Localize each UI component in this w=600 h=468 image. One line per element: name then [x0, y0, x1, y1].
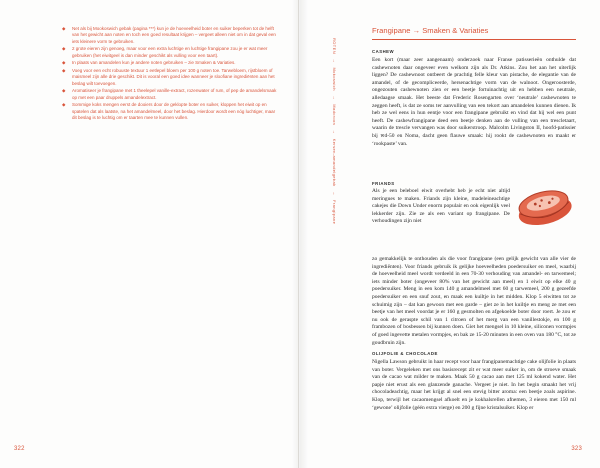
page-number-right: 323 [571, 446, 582, 452]
page-number-left: 322 [14, 446, 25, 452]
section-heading-olijfolie: OLIJFOLIE & CHOCOLADE [372, 351, 438, 356]
tips-list [62, 26, 280, 123]
page-title: Frangipane → Smaken & Variaties [372, 26, 489, 35]
running-head: ROTEN → Mokoswich → Madcroon → Kersen-amandelgebak → Frangipane [332, 38, 337, 225]
section-text-friands-intro: Als je een beleboel eiwit overhebt heb je echt niet altijd meringues te maken. Friands zijn kleine, madeleineachtige cakejes die Down Under enorm populair en ook eigenlijk veel lekkerder zijn. Zie ze als een variant op frangipane. De verhoudingen zijn niet [372, 188, 510, 225]
section-text-friands: zo gemakkelijk te onthouden als die voor frangipane (een gelijk gewicht van alle vier de ingrediënten). Voor friands gebruik ik gelijke hoeveelheden poedersuiker en meel, waarbij de hoeveelheid meel wordt verdeeld in een 70-30 verhouding van amandel- en tarwemeel; iets minder boter (ongeveer 80% van het gewicht aan meel) en 1 eiwit op elke 40 g poedersuiker. Meng in een kom 140 g amandelmeel met 60 g tarwemeel, 200 g gezeefde poedersuiker en een snuf zout, en maak een kuiltje in het midden. Klop 5 eiwitten tot ze schuimig zijn – dat kan gewoon met een garde – giet ze in het kuiltje en meng ze met een beetje van het meel voordat je er 160 g gesmolten en afgekoelde boter door roert. Je zou er nu ook de geraspte schil van 1 citroen of het merg van een vanillestokje, en 100 g frambozen of bosbessen bij kunnen doen. Giet het mengsel in 10 kleine, siliconen vormpjes of goed ingevette metalen vormpjes, en bak ze 15-20 minuten in een oven van 180 °C, tot ze goudbruin zijn. [372, 256, 576, 346]
section-heading-cashew: CASHEW [372, 49, 395, 54]
bullet-icon: ◆ [62, 102, 66, 108]
tip-item: ◆ Sommige koks mengen eerst de dooiers door de geklopte boter en suiker, kloppen het eiwit op en spatelen dat als laatste, na het amandelmeel, door het beslag. Hierdoor wordt een nóg luchtiger, maar dit beslag is te luchtig om er taarten mee te kunnen vullen. [62, 102, 276, 121]
gutter-shadow [292, 0, 308, 468]
section-text-olijfolie: Nigella Lawson gebruikt in haar recept voor haar frangipanemachtige cake olijfolie in plaats van boter. Vergeleken met ons basisrecept zit er wat meer suiker in, om de stroeve smaak van de cacao wat milder te maken. Maak 50 g cacao aan met 125 ml kokend water. Het papje niet erust als een glanzende ganache. Vergeet je niet. In het begin smaakt het vrij chocoladeachtig, maar het krijgt al snel een stevig bitter aroma: een beetje zoals aspirine. Klop, terwijl het cacaomengsel afkoelt en je kokhalsrellen afnemen, 3 eieren met 150 ml ‘gewone’ olijfolie (géén extra vierge) en 200 g fijne kristalsuiker. Klop er [372, 359, 576, 411]
left-page [0, 0, 299, 468]
bullet-icon: ◆ [62, 68, 66, 73]
bullet-icon: ◆ [62, 88, 66, 94]
tip-item: ◆ In plaats van amandelen kun je andere noten gebruiken – zie Smaken & Variaties. [62, 60, 236, 66]
section-heading-friands: FRIANDS [372, 181, 395, 186]
bullet-icon: ◆ [62, 46, 66, 52]
bullet-icon: ◆ [62, 60, 66, 66]
title-rule [372, 39, 576, 40]
tip-item: ◆ Voeg voor een echt robuuste textuur 1 eetlepel bloem per 100 g noten toe. Tarwebloem, rijstbloem of maismeel zijn alle drie geschikt. Dit is vooral een goed idee wanneer je sloofiane ingrediënten aan het beslag wilt toevoegen. [62, 68, 275, 86]
friand-cake-illustration-icon [510, 178, 578, 234]
bullet-icon: ◆ [62, 26, 66, 31]
tip-item: ◆ Aromatiseer je frangipane met 1 theelepel vanille-extract, rozenwater of rum, of pep de amandelsmaak op met een paar druppels amandelextract. [62, 88, 277, 100]
section-text-cashew: Een kort (maar zeer aangenaam) onderzoek naar Franse patisserieën onthulde dat cashewnoten daar ongeveer even welkom zijn als Dr. Atkins. Zou het aan het uiterlijk liggen? De cashewnoot ontbeert de prachtig felle kleur van pistache, de elegantie van de amandel, of de gecompliceerde, hersenachtige vorm van de walnoot. Ongeroosterde, ongezouten cashewnoten zien er een beetje fortuinachtig uit en hebben een neutrale, alledaagse smaak. Het beeste dat Frederic Rosengarten over ‘neutrale’ cashewnoten te zeggen heeft, is dat ze soms ter aanvulling van een tekort aan amandelen kunnen dienen. Ik heb ze wel eens in hun eentje voor een frangipane gebruikt en vind dat hij wel een punt heeft. De cashewfrangipane deed een beetje denken aan de vulling van een trescletaart, waarin de trescle vervangen was door suikerstroop. Malcolm Livingston II, hoofd-patissier bij w̅d-50 en Noma, dacht geen flauwe smaak: hij rookt de cashewnoten en maakt er ‘rookpaste’ van. [372, 57, 576, 147]
tip-item: ◆ Net als bij Mookoswich gebak (pagina ***) kun je de hoeveelheid boter en suiker beperken tot de helft van het gewicht aan noten en toch een goed resultaat krijgen – vergeet alleen niet om in dat geval een iets kleinere vorm te gebruiken. [62, 26, 276, 44]
tip-item: ◆ 2 grote eieren zijn genoeg, maar voor een extra luchtige en luchtige frangipane zou je er wat meer gebruiken (het eiwitgeel is dan minder geschikt als vulling voor een taart). [62, 46, 268, 58]
